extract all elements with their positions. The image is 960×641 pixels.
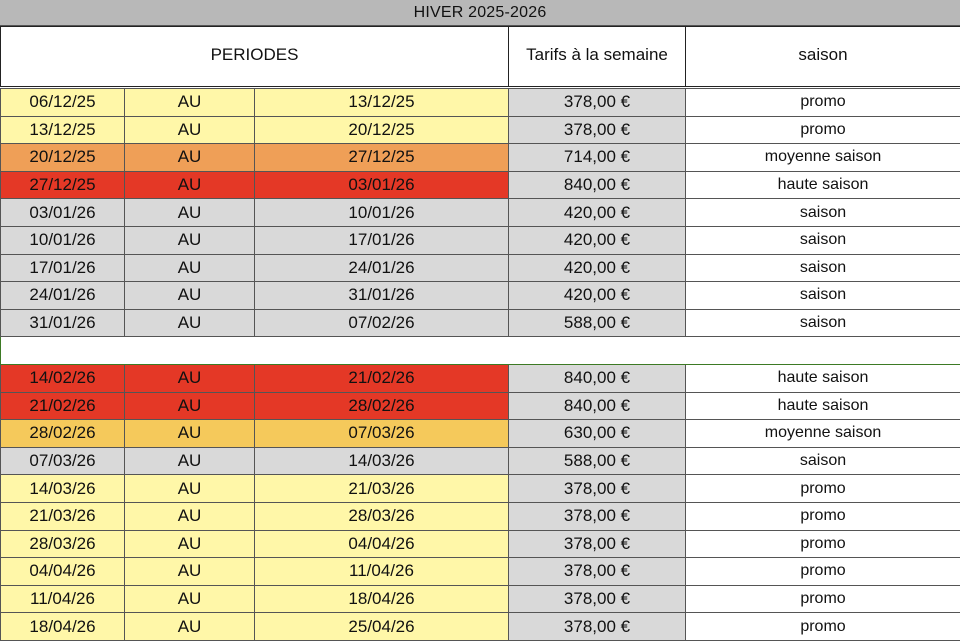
season-label: saison	[686, 282, 960, 310]
weekly-price: 630,00 €	[509, 420, 686, 448]
period-start: 11/04/26	[1, 585, 125, 613]
table-row	[1, 475, 960, 503]
table-row	[1, 226, 960, 254]
header-table	[0, 26, 960, 87]
table-row	[1, 199, 960, 227]
season-label: promo	[686, 530, 960, 558]
period-end: 07/02/26	[255, 309, 509, 337]
period-end: 21/02/26	[255, 364, 509, 392]
table-row	[1, 558, 960, 586]
period-au: AU	[125, 89, 255, 117]
weekly-price: 378,00 €	[509, 475, 686, 503]
season-label: saison	[686, 309, 960, 337]
table-row	[1, 530, 960, 558]
period-start: 18/04/26	[1, 613, 125, 641]
season-label: promo	[686, 502, 960, 530]
table-row	[1, 447, 960, 475]
period-end: 10/01/26	[255, 199, 509, 227]
period-start: 03/01/26	[1, 199, 125, 227]
period-end: 03/01/26	[255, 171, 509, 199]
period-au: AU	[125, 502, 255, 530]
weekly-price: 840,00 €	[509, 364, 686, 392]
table-row	[1, 89, 960, 117]
rates-table	[0, 88, 960, 641]
period-au: AU	[125, 613, 255, 641]
period-au: AU	[125, 226, 255, 254]
period-end: 28/03/26	[255, 502, 509, 530]
table-row	[1, 282, 960, 310]
period-end: 21/03/26	[255, 475, 509, 503]
period-end: 24/01/26	[255, 254, 509, 282]
table-row	[1, 254, 960, 282]
period-au: AU	[125, 475, 255, 503]
weekly-price: 840,00 €	[509, 392, 686, 420]
season-label: saison	[686, 254, 960, 282]
season-label: saison	[686, 447, 960, 475]
period-start: 10/01/26	[1, 226, 125, 254]
weekly-price: 378,00 €	[509, 613, 686, 641]
period-au: AU	[125, 364, 255, 392]
season-label: moyenne saison	[686, 144, 960, 172]
period-start: 21/03/26	[1, 502, 125, 530]
table-row	[1, 585, 960, 613]
period-au: AU	[125, 530, 255, 558]
period-au: AU	[125, 392, 255, 420]
empty-separator-row	[1, 337, 960, 365]
period-au: AU	[125, 171, 255, 199]
period-start: 14/03/26	[1, 475, 125, 503]
period-au: AU	[125, 116, 255, 144]
weekly-price: 420,00 €	[509, 282, 686, 310]
period-au: AU	[125, 199, 255, 227]
weekly-price: 378,00 €	[509, 530, 686, 558]
period-end: 20/12/25	[255, 116, 509, 144]
period-start: 17/01/26	[1, 254, 125, 282]
period-end: 28/02/26	[255, 392, 509, 420]
period-au: AU	[125, 144, 255, 172]
period-start: 20/12/25	[1, 144, 125, 172]
header-tarifs: Tarifs à la semaine	[509, 27, 686, 87]
weekly-price: 588,00 €	[509, 309, 686, 337]
period-start: 06/12/25	[1, 89, 125, 117]
period-end: 17/01/26	[255, 226, 509, 254]
period-start: 28/03/26	[1, 530, 125, 558]
season-label: haute saison	[686, 364, 960, 392]
sheet-title: HIVER 2025-2026	[0, 0, 960, 26]
period-au: AU	[125, 282, 255, 310]
weekly-price: 378,00 €	[509, 585, 686, 613]
period-end: 07/03/26	[255, 420, 509, 448]
table-row	[1, 420, 960, 448]
weekly-price: 420,00 €	[509, 226, 686, 254]
season-label: promo	[686, 613, 960, 641]
period-end: 13/12/25	[255, 89, 509, 117]
period-end: 18/04/26	[255, 585, 509, 613]
table-row	[1, 309, 960, 337]
season-label: haute saison	[686, 171, 960, 199]
period-au: AU	[125, 254, 255, 282]
period-end: 04/04/26	[255, 530, 509, 558]
header-periodes: PERIODES	[1, 27, 509, 87]
header-row	[1, 27, 960, 87]
weekly-price: 840,00 €	[509, 171, 686, 199]
season-label: promo	[686, 89, 960, 117]
weekly-price: 420,00 €	[509, 254, 686, 282]
period-start: 21/02/26	[1, 392, 125, 420]
period-start: 31/01/26	[1, 309, 125, 337]
season-label: saison	[686, 226, 960, 254]
period-au: AU	[125, 309, 255, 337]
period-start: 28/02/26	[1, 420, 125, 448]
period-end: 31/01/26	[255, 282, 509, 310]
period-au: AU	[125, 447, 255, 475]
season-label: moyenne saison	[686, 420, 960, 448]
period-start: 27/12/25	[1, 171, 125, 199]
period-end: 27/12/25	[255, 144, 509, 172]
season-label: promo	[686, 116, 960, 144]
period-end: 11/04/26	[255, 558, 509, 586]
season-label: promo	[686, 558, 960, 586]
header-saison: saison	[686, 27, 960, 87]
period-start: 07/03/26	[1, 447, 125, 475]
table-row	[1, 144, 960, 172]
period-start: 13/12/25	[1, 116, 125, 144]
season-label: saison	[686, 199, 960, 227]
table-row	[1, 613, 960, 641]
period-au: AU	[125, 585, 255, 613]
table-row	[1, 116, 960, 144]
period-au: AU	[125, 558, 255, 586]
season-label: promo	[686, 475, 960, 503]
weekly-price: 378,00 €	[509, 558, 686, 586]
weekly-price: 378,00 €	[509, 116, 686, 144]
weekly-price: 378,00 €	[509, 502, 686, 530]
table-row	[1, 392, 960, 420]
weekly-price: 378,00 €	[509, 89, 686, 117]
period-start: 14/02/26	[1, 364, 125, 392]
table-row	[1, 502, 960, 530]
period-au: AU	[125, 420, 255, 448]
table-row	[1, 171, 960, 199]
table-row	[1, 364, 960, 392]
weekly-price: 420,00 €	[509, 199, 686, 227]
weekly-price: 714,00 €	[509, 144, 686, 172]
weekly-price: 588,00 €	[509, 447, 686, 475]
season-label: promo	[686, 585, 960, 613]
period-end: 25/04/26	[255, 613, 509, 641]
season-label: haute saison	[686, 392, 960, 420]
period-start: 04/04/26	[1, 558, 125, 586]
period-start: 24/01/26	[1, 282, 125, 310]
period-end: 14/03/26	[255, 447, 509, 475]
empty-cell	[1, 337, 960, 365]
